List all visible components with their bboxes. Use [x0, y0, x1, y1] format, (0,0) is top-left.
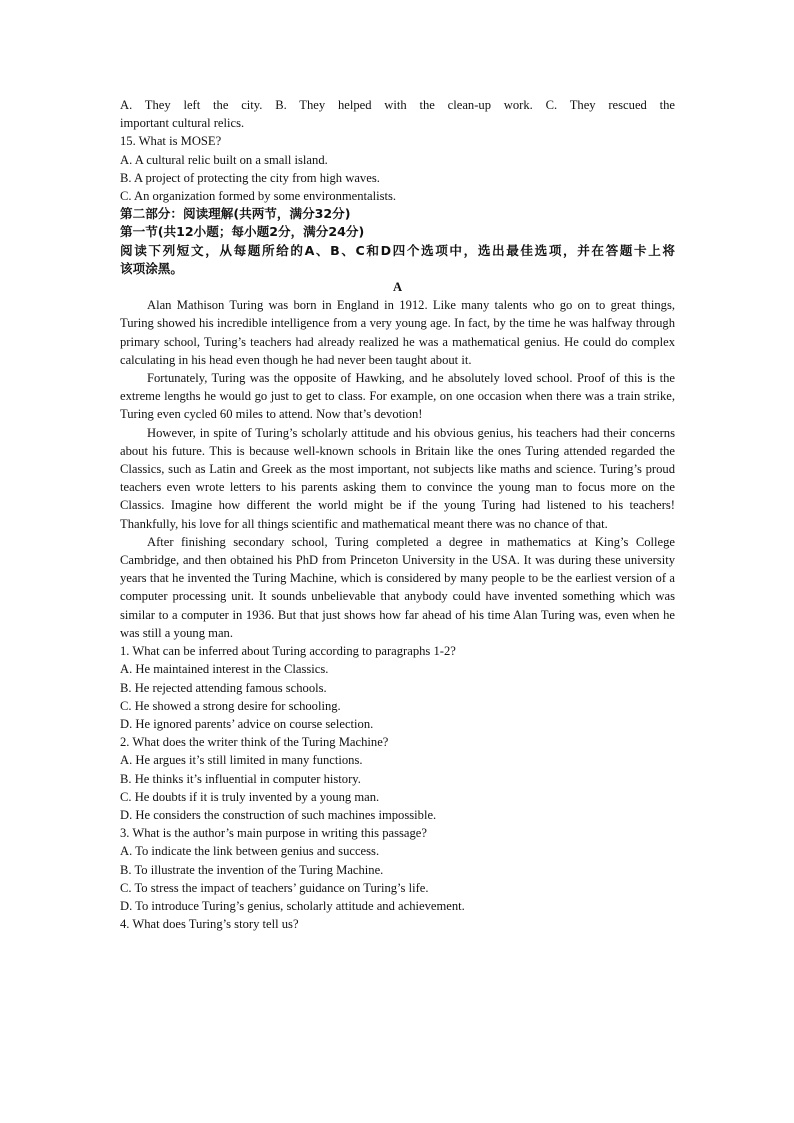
passage-label: A — [392, 280, 403, 295]
question-2-option-a: A. He argues it’s still limited in many functions. — [120, 753, 363, 768]
question-15-stem: 15. What is MOSE? — [120, 134, 222, 149]
question-15-option-a: A. A cultural relic built on a small island. — [120, 152, 328, 167]
section-instruction-line1: 阅读下列短文，从每题所给的A、B、C和D四个选项中，选出最佳选项，并在答题卡上将 — [120, 242, 675, 258]
prev-question-options-line2: important cultural relics. — [120, 116, 245, 131]
question-1-stem: 1. What can be inferred about Turing according to paragraphs 1-2? — [120, 644, 456, 659]
section-sub-heading: 第一节(共12小题；每小题2分，满分24分) — [120, 224, 365, 240]
prev-question-options-line1: A. They left the city. B. They helped with the clean-up work. C. They rescued the — [120, 98, 675, 112]
passage-paragraph-2: Fortunately, Turing was the opposite of Hawking, and he absolutely loved school. Proof of this is the extreme lengths he would go just to get to class. For example, on one occasion when there was a train strike, Turing even cycled 60 miles to attend. Now that’s devotion! — [120, 371, 675, 422]
question-1-option-c: C. He showed a strong desire for schooling. — [120, 698, 341, 713]
question-1-option-a: A. He maintained interest in the Classics. — [120, 662, 329, 677]
question-15-option-b: B. A project of protecting the city from high waves. — [120, 170, 380, 185]
question-2-option-b: B. He thinks it’s influential in computer history. — [120, 771, 361, 786]
question-2-stem: 2. What does the writer think of the Turing Machine? — [120, 735, 389, 750]
question-15-option-c: C. An organization formed by some environmentalists. — [120, 189, 397, 204]
section-part-heading: 第二部分：阅读理解(共两节，满分32分) — [120, 206, 351, 222]
question-3-option-b: B. To illustrate the invention of the Turing Machine. — [120, 862, 384, 877]
question-1-option-b: B. He rejected attending famous schools. — [120, 680, 327, 695]
question-3-option-a: A. To indicate the link between genius and success. — [120, 844, 380, 859]
passage-paragraph-1: Alan Mathison Turing was born in England in 1912. Like many talents who go on to great things, Turing showed his incredible intelligence from a very young age. In fact, by the time he was halfway through primary school, Turing’s teachers had already realized he was a mathematical genius. He could do complex calculating in his head even though he had never been taught about it. — [120, 298, 675, 367]
question-4-stem: 4. What does Turing’s story tell us? — [120, 917, 299, 932]
section-instruction-line2: 该项涂黑。 — [120, 260, 183, 276]
question-2-option-c: C. He doubts if it is truly invented by a young man. — [120, 789, 380, 804]
question-2-option-d: D. He considers the construction of such machines impossible. — [120, 807, 437, 822]
passage-paragraph-3: However, in spite of Turing’s scholarly attitude and his obvious genius, his teachers had their concerns about his future. This is because well-known schools in Britain like the ones Turing attended regarded the Classics, such as Latin and Greek as the most important, not subjects like maths and science. Turing’s proud teachers even wrote letters to his parents asking them to convince the young man to focus more on the Classics. Imagine how different the world might be if the young Turing had listened to his teachers! Thankfully, his love for all things scientific and mathematical meant there was no chance of that. — [120, 425, 675, 531]
question-3-stem: 3. What is the author’s main purpose in writing this passage? — [120, 826, 427, 841]
question-3-option-d: D. To introduce Turing’s genius, scholarly attitude and achievement. — [120, 898, 465, 913]
question-1-option-d: D. He ignored parents’ advice on course selection. — [120, 716, 374, 731]
exam-page — [120, 96, 675, 933]
passage-paragraph-4: After finishing secondary school, Turing completed a degree in mathematics at King’s College Cambridge, and then obtained his PhD from Princeton University in the USA. It was during these university years that he invented the Turing Machine, which is considered by many people to be the earliest version of a computer processing unit. It sounds unbelievable that anybody could have invented something which was similar to a computer in 1936. But that just shows how far ahead of his time Alan Turing was, even when he was still a young man. — [120, 534, 675, 640]
question-3-option-c: C. To stress the impact of teachers’ guidance on Turing’s life. — [120, 880, 429, 895]
